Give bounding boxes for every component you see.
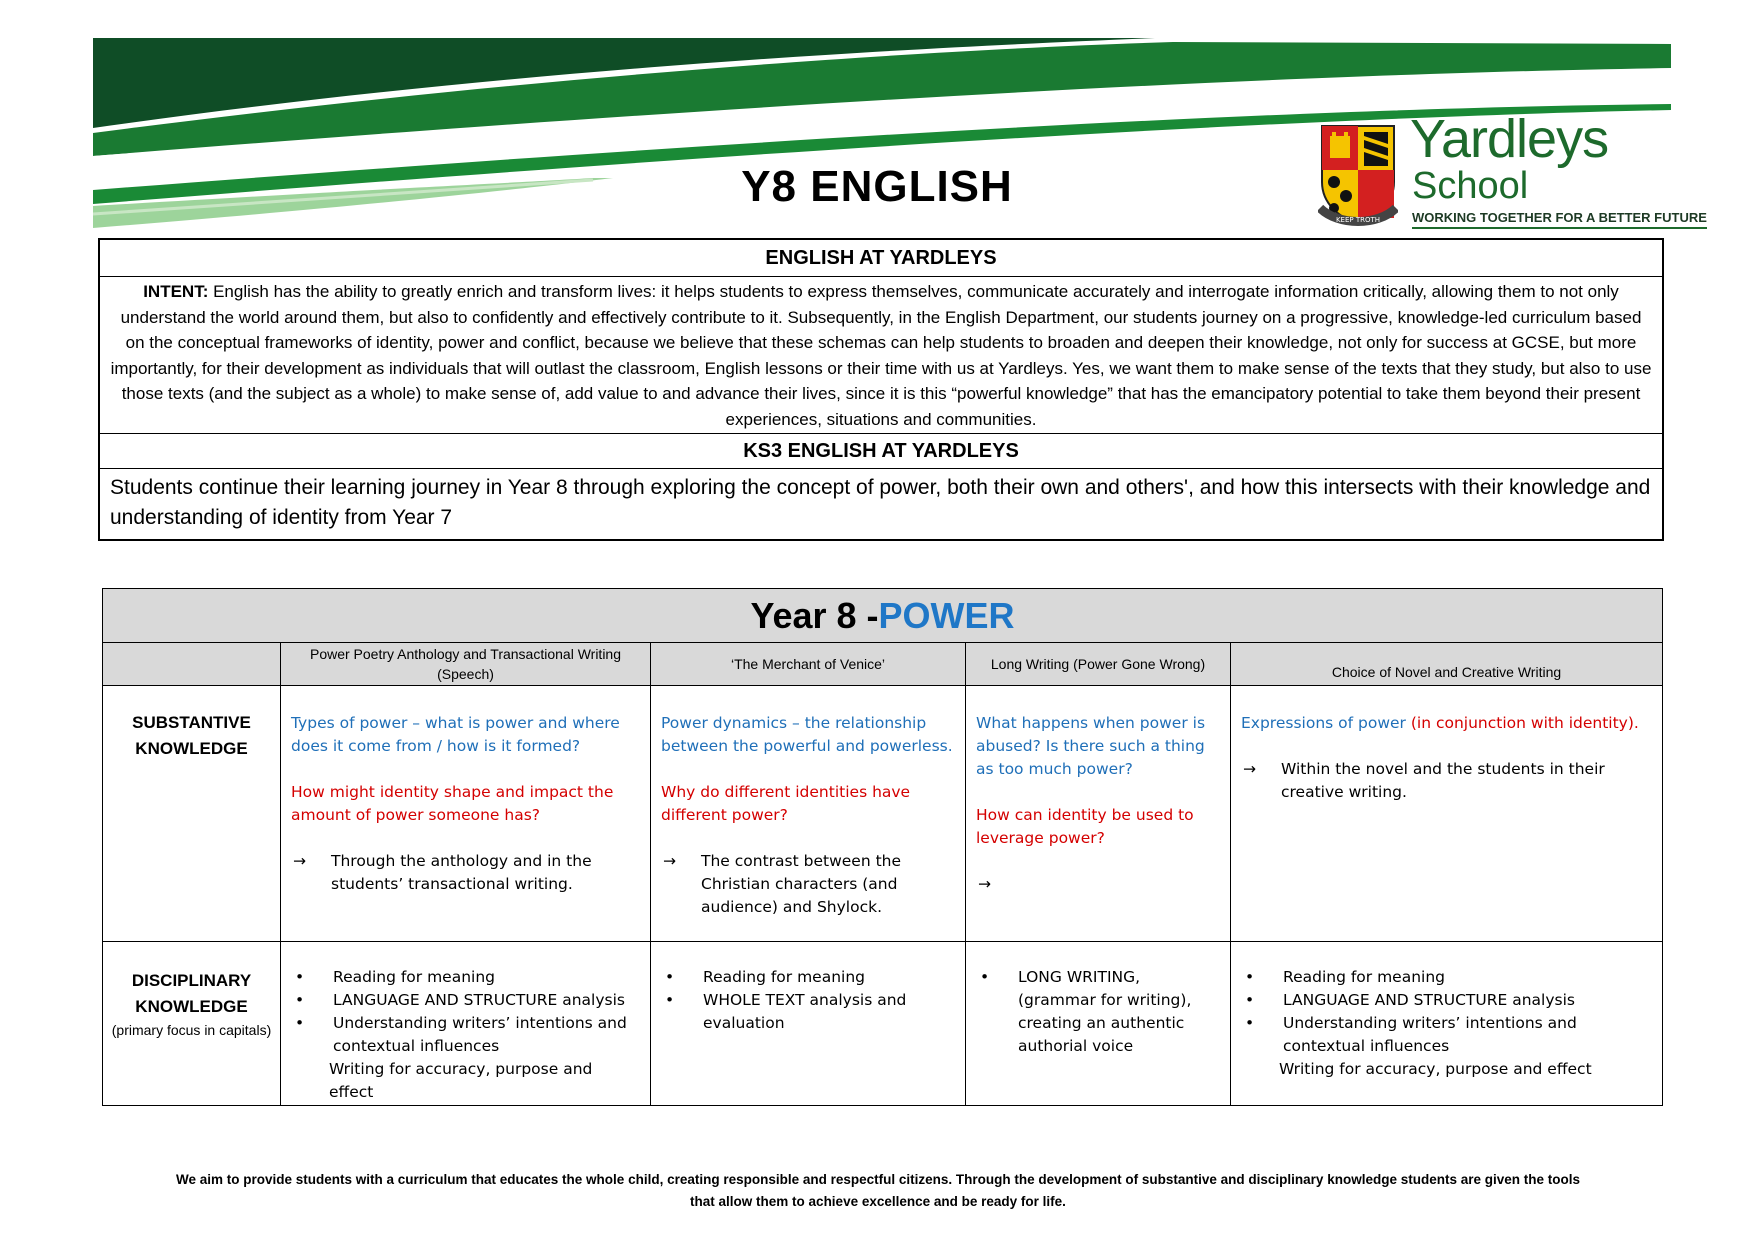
bullet-icon: • <box>1245 991 1255 1009</box>
logo-tagline: WORKING TOGETHER FOR A BETTER FUTURE <box>1412 210 1707 229</box>
unit-header-row <box>103 643 1663 686</box>
list-item-text: Understanding writers’ intentions and contextual influences <box>333 1014 627 1055</box>
substantive-row <box>103 686 1663 942</box>
bullet-icon: • <box>1245 1014 1255 1032</box>
intro-box <box>98 238 1664 541</box>
school-logo <box>1318 109 1707 230</box>
substantive-cell <box>651 686 966 942</box>
list-item <box>976 966 1220 1058</box>
disciplinary-cell <box>651 942 966 1106</box>
disciplinary-row <box>103 942 1663 1106</box>
disciplinary-label-note: (primary focus in capitals) <box>111 1022 272 1038</box>
table-title-row <box>103 589 1663 643</box>
identity-question: Why do different identities have different power? <box>661 783 911 824</box>
list-item <box>291 966 640 989</box>
arrow-icon: → <box>978 875 991 893</box>
unit-header: ‘The Merchant of Venice’ <box>651 643 966 686</box>
substantive-label-line: KNOWLEDGE <box>135 739 248 758</box>
footer-line: We aim to provide students with a curriculum that educates the whole child, creating responsible and respectful citizens. Through the development of substantive and disciplinary knowledge students are given the tools <box>175 1172 1580 1187</box>
bullet-icon: • <box>295 968 305 986</box>
list-item <box>291 989 640 1012</box>
unit-header: Power Poetry Anthology and Transactional Writing (Speech) <box>281 643 651 686</box>
arrow-icon: → <box>293 852 306 870</box>
substantive-cell <box>966 686 1231 942</box>
identity-question: (in conjunction with identity). <box>1410 714 1639 732</box>
substantive-cell <box>281 686 651 942</box>
footer-line: that allow them to achieve excellence and be ready for life. <box>690 1194 1066 1209</box>
curriculum-table <box>102 588 1663 1106</box>
ks3-text: Students continue their learning journey in Year 8 through exploring the concept of power, both their own and others', and how this intersects with their knowledge and understanding of identity from Year 7 <box>110 476 1651 529</box>
intent-label: INTENT: <box>143 282 209 301</box>
ks3-heading: KS3 ENGLISH AT YARDLEYS <box>100 434 1662 469</box>
list-item-text: Reading for meaning <box>703 968 866 986</box>
guiding-question: Power dynamics – the relationship between the powerful and powerless. <box>661 714 953 755</box>
footer-statement <box>100 1169 1656 1213</box>
list-item <box>1241 966 1652 989</box>
disciplinary-cell <box>281 942 651 1106</box>
table-title-prefix: Year 8 - <box>750 594 879 636</box>
school-crest-icon <box>1318 122 1398 226</box>
table-title <box>103 589 1663 643</box>
bullet-icon: • <box>665 991 675 1009</box>
list-item-text: LONG WRITING, (grammar for writing), creating an authentic authorial voice <box>1018 968 1192 1055</box>
bullet-icon: • <box>295 991 305 1009</box>
list-item-text: Reading for meaning <box>1283 968 1446 986</box>
focus-note: Through the anthology and in the students’ transactional writing. <box>331 852 592 893</box>
list-item <box>661 989 955 1035</box>
page-title: Y8 ENGLISH <box>741 162 1013 211</box>
unit-header: Long Writing (Power Gone Wrong) <box>966 643 1231 686</box>
list-item-text: LANGUAGE AND STRUCTURE analysis <box>1283 991 1575 1009</box>
unit-header-blank <box>103 643 281 686</box>
substantive-cell <box>1231 686 1663 942</box>
table-title-accent: POWER <box>878 594 1015 636</box>
bullet-icon: • <box>295 1014 305 1032</box>
list-item-text: Understanding writers’ intentions and contextual influences <box>1283 1014 1577 1055</box>
identity-question: How can identity be used to leverage power? <box>976 806 1194 847</box>
list-item-text: LANGUAGE AND STRUCTURE analysis <box>333 991 625 1009</box>
list-item-text: WHOLE TEXT analysis and evaluation <box>703 991 907 1032</box>
disciplinary-label <box>103 942 281 1106</box>
arrow-icon: → <box>663 852 676 870</box>
arrow-icon: → <box>1243 760 1256 778</box>
focus-note: The contrast between the Christian characters (and audience) and Shylock. <box>701 852 902 916</box>
list-item-text: Reading for meaning <box>333 968 496 986</box>
list-item <box>1241 989 1652 1012</box>
logo-school: School <box>1412 165 1529 207</box>
guiding-question: Expressions of power <box>1241 714 1406 732</box>
bullet-icon: • <box>665 968 675 986</box>
bullet-icon: • <box>1245 968 1255 986</box>
extra-skill: Writing for accuracy, purpose and effect <box>329 1060 593 1101</box>
substantive-label-line: SUBSTANTIVE <box>132 713 251 732</box>
guiding-question: Types of power – what is power and where does it come from / how is it formed? <box>291 714 620 755</box>
disciplinary-label-line: KNOWLEDGE <box>135 997 248 1016</box>
focus-note: Within the novel and the students in their creative writing. <box>1281 760 1605 801</box>
disciplinary-cell <box>1231 942 1663 1106</box>
bullet-icon: • <box>980 968 990 986</box>
crest-motto: KEEP TROTH <box>1335 216 1381 224</box>
intent-text: English has the ability to greatly enrich and transform lives: it helps students to express themselves, communicate accurately and interrogate information critically, allowing them to not only understand the world around them, but also to confidently and effectively contribute to it. Subsequently, in the English Department, our students journey on a progressive, knowledge-led curriculum based on the conceptual frameworks of identity, power and conflict, because we believe that these schemas can help students to broaden and deepen their knowledge, not only for success at GCSE, but more importantly, for their development as individuals that will outlast the classroom, English lessons or their time with us at Yardleys. Yes, we want them to make sense of the texts that they study, but also to use those texts (and the subject as a whole) to make sense of, add value to and advance their lives, since it is this “powerful knowledge” that has the emancipatory potential to take them beyond their present experiences, situations and communities. <box>110 282 1652 429</box>
substantive-label <box>103 686 281 942</box>
intro-heading: ENGLISH AT YARDLEYS <box>100 240 1662 277</box>
intent-paragraph <box>100 277 1662 434</box>
list-item <box>1241 1012 1652 1058</box>
disciplinary-label-line: DISCIPLINARY <box>131 971 252 990</box>
disciplinary-cell <box>966 942 1231 1106</box>
list-item <box>661 966 955 989</box>
unit-header: Choice of Novel and Creative Writing <box>1231 643 1663 686</box>
identity-question: How might identity shape and impact the amount of power someone has? <box>291 783 614 824</box>
guiding-question: What happens when power is abused? Is there such a thing as too much power? <box>976 714 1206 778</box>
extra-skill: Writing for accuracy, purpose and effect <box>1279 1060 1592 1078</box>
logo-name: Yardleys <box>1410 109 1609 169</box>
list-item <box>291 1012 640 1058</box>
